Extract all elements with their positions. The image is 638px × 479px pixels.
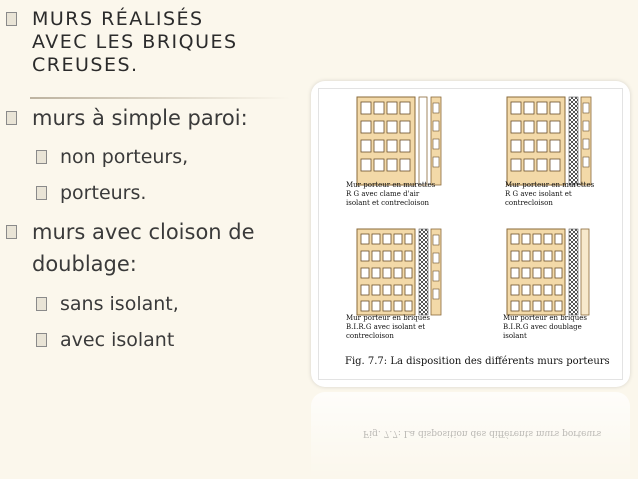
figure-caption: Fig. 7.7: La disposition des différents murs porteurs — [345, 356, 610, 367]
title-bullet-icon — [6, 12, 17, 30]
bullet-box-icon — [36, 186, 47, 204]
subitem-avec-isolant: avec isolant — [60, 329, 175, 351]
panel-wall-diagram — [357, 229, 441, 315]
panel-caption: Mur porteur en murettes R G avec clame d'air isolant et contrecloison — [346, 181, 436, 207]
title-line: CREUSES. — [32, 54, 139, 76]
subitem-sans-isolant: sans isolant, — [60, 293, 179, 315]
title-underline — [30, 97, 290, 99]
bullet-box-icon — [36, 333, 47, 351]
bullet-box-icon — [36, 150, 47, 168]
slide-title — [32, 8, 292, 77]
panel-wall-diagram — [507, 229, 589, 315]
subitem-porteurs: porteurs. — [60, 182, 147, 204]
reflection-caption: Fig. 7.7: La disposition des différents murs porteurs — [363, 428, 602, 438]
figure-reflection — [311, 392, 630, 479]
subitem-non-porteurs: non porteurs, — [60, 146, 189, 168]
bullet-box-icon — [6, 225, 17, 243]
bullet-box-icon — [6, 111, 17, 129]
bullet-doublage-line1: murs avec cloison de — [32, 220, 255, 244]
bullet-box-icon — [36, 297, 47, 315]
panel-caption: Mur porteur en briques B.I.R.G avec isolant et contrecloison — [346, 314, 430, 340]
panel-wall-diagram — [357, 97, 441, 185]
bullet-doublage-line2: doublage: — [32, 252, 137, 276]
figure-frame — [311, 81, 630, 387]
title-line: AVEC LES BRIQUES — [32, 31, 238, 53]
title-line: MURS RÉALISÉS — [32, 8, 204, 30]
panel-caption: Mur porteur en briques B.I.R.G avec doublage isolant — [503, 314, 587, 340]
panel-caption: Mur porteur en murettes R G avec isolant et contrecloison — [505, 181, 595, 207]
bullet-simple-paroi: murs à simple paroi: — [32, 106, 248, 130]
panel-wall-diagram — [507, 97, 591, 185]
